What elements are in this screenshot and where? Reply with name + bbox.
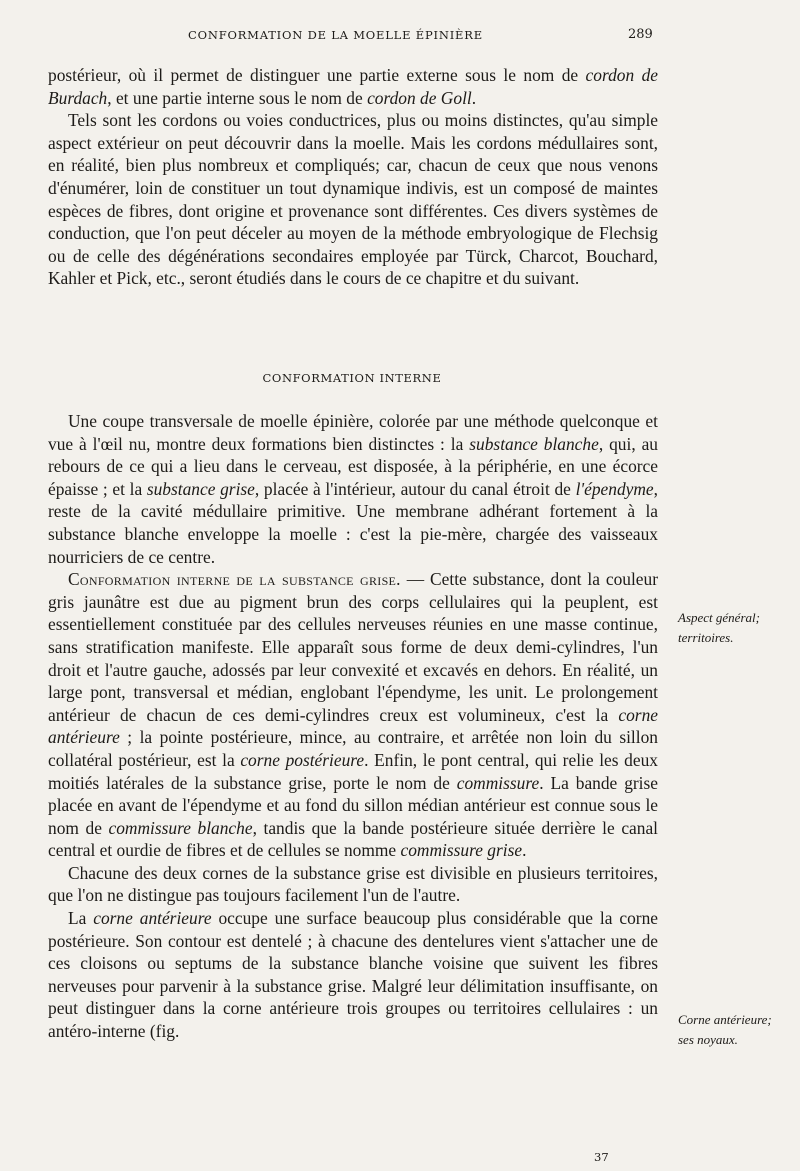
paragraph-2: Tels sont les cordons ou voies conductrices, plus ou moins distinctes, qu'au simple aspect extérieur on peut découvrir dans la moelle. Mais les cordons médullaires sont, en réalité, bien plus nombreux et compliqués; car, chacun de ceux que nous venons d'énumérer, loin de constituer un tout dynamique indivis, est un composé de maintes espèces de fibres, dont origine et provenance sont différentes. Ces divers systèmes de conduction, que l'on peut déceler au moyen de la méthode embryologique de Flechsig ou de celle des dégénérations secondaires employée par Türck, Charcot, Bouchard, Kahler et Pick, etc., seront étudiés dans le cours de ce chapitre et du suivant. (48, 110, 658, 289)
running-title: CONFORMATION DE LA MOELLE ÉPINIÈRE (188, 28, 483, 42)
text-block-top (48, 64, 658, 290)
paragraph-6: La corne antérieure occupe une surface beaucoup plus considérable que la corne postérieure. Son contour est dentelé ; à chacune des dentelures vient s'attacher une de ces cloisons ou septums de la substance blanche voisine que suivent les fibres nerveuses pour parvenir à la substance grise. Malgré leur délimitation insuffisante, on peut distinguer dans la corne antérieure trois groupes ou territoires cellulaires : un antéro-interne (fig. (48, 908, 658, 1042)
margin-note-corne: Corne antérieure; ses noyaux. (678, 1012, 772, 1047)
subsection-heading: Conformation interne de la substance grise. (68, 569, 401, 590)
paragraph-1: postérieur, où il permet de distinguer une partie externe sous le nom de cordon de Burdach, et une partie interne sous le nom de cordon de Goll. (48, 65, 658, 108)
section-heading: CONFORMATION INTERNE (262, 371, 442, 385)
paragraph-5: Chacune des deux cornes de la substance grise est divisible en plusieurs territoires, que l'on ne distingue pas toujours facilement l'un de l'autre. (48, 862, 658, 906)
margin-note-aspect: Aspect général; territoires. (678, 610, 760, 645)
text-block-main (48, 410, 658, 1043)
signature-mark: 37 (594, 1150, 609, 1164)
paragraph-3: Une coupe transversale de moelle épinière, colorée par une méthode quelconque et vue à l'œil nu, montre deux formations bien distinctes : la substance blanche, qui, au rebours de ce qui a lieu dans le cerveau, est disposée, à la périphérie, en une écorce épaisse ; et la substance grise, placée à l'intérieur, autour du canal étroit de l'épendyme, reste de la cavité médullaire primitive. Une membrane adhérant fortement à la substance blanche enveloppe la moelle : c'est la pie-mère, chargée des vaisseaux nourriciers de ce centre. (48, 411, 658, 567)
running-header (0, 26, 800, 46)
page-number: 289 (628, 27, 653, 42)
paragraph-4: Conformation interne de la substance grise. — Cette substance, dont la couleur gris jaunâtre est due au pigment brun des corps cellulaires qui la peuplent, est essentiellement constituée par des cellules nerveuses réunies en une masse continue, sans stratification manifeste. Elle apparaît sous forme de deux demi-cylindres, l'un droit et l'autre gauche, adossés par leur convexité et excavés en dehors. En réalité, un large pont, transversal et médian, englobant l'épendyme, les unit. Le prolongement antérieur de chacun de ces demi-cylindres creux est volumineux, c'est la corne antérieure ; la pointe postérieure, mince, au contraire, et arrêtée non loin du sillon collatéral postérieur, est la corne postérieure. Enfin, le pont central, qui relie les deux moitiés latérales de la substance grise, porte le nom de commissure. La bande grise placée en avant de l'épendyme et au fond du sillon médian antérieur est connue sous le nom de commissure blanche, tandis que la bande postérieure située derrière le canal central et ourdie de fibres et de cellules se nomme commissure grise. (48, 569, 659, 861)
